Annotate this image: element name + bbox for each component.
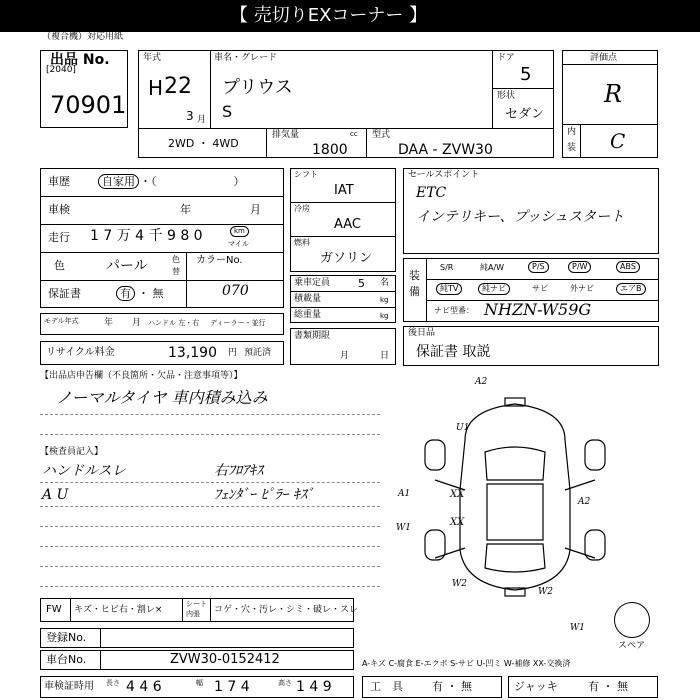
color-label: 色: [54, 259, 65, 272]
dealer-value: ディーラー・並行: [210, 319, 266, 327]
seat-label: シート: [186, 600, 207, 608]
chassis-value: ZVW30-0152412: [170, 652, 280, 667]
handle-value: ハンドル 左・右: [148, 319, 200, 327]
chassis-label: 車台No.: [46, 653, 87, 666]
equip-pw[interactable]: P/W: [568, 261, 591, 273]
displacement-label: 排気量: [272, 130, 300, 140]
mileage-value: 1 7 万 4 千 9 8 0: [90, 228, 203, 244]
equip-aw: 純A/W: [480, 263, 505, 272]
diagram-mark-1: A2: [475, 377, 488, 387]
notes-title: 【出品店申告欄（不良箇所・欠品・注意事項等）】: [40, 371, 243, 381]
sales-label: セールスポイント: [408, 170, 480, 180]
spare-label: スペア: [618, 641, 646, 651]
model-label: 車名・グレード: [214, 53, 278, 63]
year-month: 3: [186, 109, 194, 123]
tools-value: 有 ・ 無: [432, 680, 472, 693]
displacement-value: 1800: [312, 142, 348, 158]
model-year-y: 年: [104, 318, 114, 328]
year-value: 22: [164, 74, 192, 99]
inspector-title: 【検査員記入】: [40, 447, 104, 457]
shape-value: セダン: [505, 107, 545, 122]
spare-mark: W1: [570, 623, 585, 633]
shift-value: IAT: [334, 183, 354, 198]
color-code-label: カラーNo.: [196, 255, 243, 266]
docs-day: 日: [380, 351, 390, 361]
mileage-km: km: [230, 226, 249, 237]
cert-width-value: 1 7 4: [214, 679, 250, 695]
form-subtitle: （複合機）対応用紙: [42, 32, 124, 42]
car-diagram: [405, 377, 645, 620]
type-label: 型式: [372, 130, 391, 140]
fuel-value: ガソリン: [320, 251, 373, 266]
doors-value: 5: [520, 64, 532, 85]
nav-model-label: ナビ型番：: [434, 306, 474, 315]
diagram-mark-8: XX: [450, 517, 465, 528]
diagram-mark-3: A1: [398, 489, 411, 499]
sales-line1: ETC: [416, 185, 447, 201]
inspector-left1: ハンドルスレ: [42, 463, 126, 479]
lot-label: 出品 No.: [50, 52, 110, 68]
equipment-label-1: 装: [409, 269, 420, 282]
equip-airbag[interactable]: エアB: [616, 283, 646, 295]
later-label: 後日品: [408, 328, 436, 338]
tools-label: 工 具: [370, 680, 403, 693]
equip-abs[interactable]: ABS: [616, 261, 640, 273]
warranty-value: 有: [116, 286, 135, 301]
recycle-label: リサイクル料金: [46, 347, 115, 358]
gross-label: 総重量: [294, 310, 322, 320]
color-change-1: 色: [172, 255, 180, 264]
wheel-fl-icon: [425, 440, 445, 470]
capacity-value: 5: [358, 277, 365, 290]
cert-height-label: 高さ: [278, 679, 292, 687]
inspector-left2: A U: [42, 487, 69, 503]
cert-length-value: 4 4 6: [126, 679, 162, 695]
load-label: 積載量: [294, 294, 322, 304]
equip-sabi: サビ: [532, 284, 548, 293]
year-era: H: [148, 76, 164, 100]
car-rear-window: [485, 544, 545, 572]
inspector-right2: ﾌｪﾝﾀﾞｰ ﾋﾟﾗｰ ｷｽﾞ: [214, 487, 314, 503]
cert-height-value: 1 4 9: [296, 679, 332, 695]
cert-label: 車検証時用: [44, 681, 94, 692]
inspector-right1: 右ﾌﾛｱｷｽ: [214, 463, 263, 479]
recycle-unit: 円: [228, 348, 238, 358]
inspection-month: 月: [250, 203, 261, 216]
color-change-2: 替: [172, 267, 180, 276]
interior-label-1: 内: [567, 127, 577, 137]
diagram-mark-4: W1: [396, 523, 411, 533]
mileage-mile: マイル: [228, 240, 249, 248]
reg-row: [40, 628, 354, 648]
equip-tv[interactable]: 純TV: [436, 283, 462, 295]
wheel-fr-icon: [585, 440, 605, 470]
equipment-label-2: 備: [409, 285, 420, 298]
history-label: 車歴: [48, 175, 70, 188]
cert-width-label: 幅: [196, 679, 203, 687]
nav-model-value: NHZN-W59G: [484, 300, 592, 319]
shape-label: 形状: [497, 91, 516, 101]
warranty-label: 保証書: [48, 287, 81, 300]
score-label: 評価点: [590, 53, 618, 63]
history-value: 自家用: [98, 174, 139, 189]
docs-label: 書類期限: [294, 331, 331, 341]
interior-label-2: 装: [567, 143, 577, 153]
year-label: 年式: [143, 53, 162, 63]
type-value: DAA - ZVW30: [398, 142, 493, 158]
shift-label: シフト: [294, 170, 318, 179]
warranty-rest: ・ 無: [138, 287, 164, 300]
history-rest: ・（ ）: [140, 175, 245, 188]
car-body-outline: [460, 404, 570, 590]
diagram-mark-6: A2: [578, 497, 591, 507]
car-roof: [487, 484, 543, 540]
recycle-note: 預託済: [244, 348, 272, 358]
interior-value: C: [610, 129, 626, 153]
inspection-year: 年: [180, 203, 191, 216]
inspection-label: 車検: [48, 203, 70, 216]
header-title: 【 売切りEXコーナー 】: [230, 5, 428, 26]
fuel-label: 燃料: [294, 238, 310, 247]
model-year-m: 月: [132, 318, 142, 328]
fw-text: キズ・ヒビ右・割レ×: [74, 605, 163, 615]
color-code: 070: [222, 283, 249, 299]
model-year-label: モデル年式: [44, 317, 79, 325]
docs-month: 月: [340, 351, 350, 361]
spare-tire-icon: [614, 602, 650, 638]
jack-label: ジャッキ: [514, 680, 558, 693]
equip-nav[interactable]: 純ナビ: [478, 283, 510, 295]
seat-text: コゲ・穴・汚レ・シミ・破レ・スレ: [214, 605, 359, 615]
later-value: 保証書 取説: [416, 344, 491, 360]
capacity-unit: 名: [380, 278, 390, 288]
model-grade: S: [222, 102, 233, 121]
doors-label: ドア: [497, 53, 515, 63]
car-windshield: [485, 447, 545, 480]
ac-value: AAC: [334, 217, 361, 232]
drive-value: 2WD ・ 4WD: [168, 137, 239, 150]
lot-small: [2040]: [46, 65, 76, 75]
model-name: プリウス: [222, 77, 293, 98]
reg-label: 登録No.: [46, 631, 87, 644]
damage-legend: A-キズ C-腐食 E-エクボ S-サビ U-凹ミ W-補修 XX-交換済: [362, 659, 571, 668]
recycle-value: 13,190: [168, 345, 217, 361]
color-value: パール: [106, 258, 148, 274]
score-value: R: [604, 80, 623, 108]
capacity-label: 乗車定員: [294, 278, 331, 288]
diagram-mark-9: W2: [538, 587, 553, 597]
diagram-mark-2: U1: [456, 423, 470, 433]
equip-ext-nav: 外ナビ: [570, 284, 594, 293]
gross-unit: kg: [380, 312, 389, 320]
lot-number: 70901: [50, 91, 127, 119]
year-month-unit: 月: [197, 115, 207, 125]
ac-label: 冷房: [294, 204, 310, 213]
diagram-mark-5: XX: [450, 489, 465, 500]
displacement-unit: cc: [350, 130, 358, 138]
cert-length-label: 長さ: [106, 679, 120, 687]
sales-line2: インテリキー、プッシュスタート: [416, 209, 625, 225]
jack-value: 有 ・ 無: [588, 680, 628, 693]
notes-line1: ノーマルタイヤ 車内積み込み: [56, 388, 268, 407]
diagram-mark-7: W2: [452, 579, 467, 589]
seat-label-2: 内張: [186, 610, 200, 618]
fw-label: FW: [46, 604, 62, 615]
equip-sr: S/R: [440, 263, 454, 272]
load-unit: kg: [380, 296, 389, 304]
mileage-label: 走行: [48, 231, 70, 244]
equip-ps[interactable]: P/S: [528, 261, 549, 273]
